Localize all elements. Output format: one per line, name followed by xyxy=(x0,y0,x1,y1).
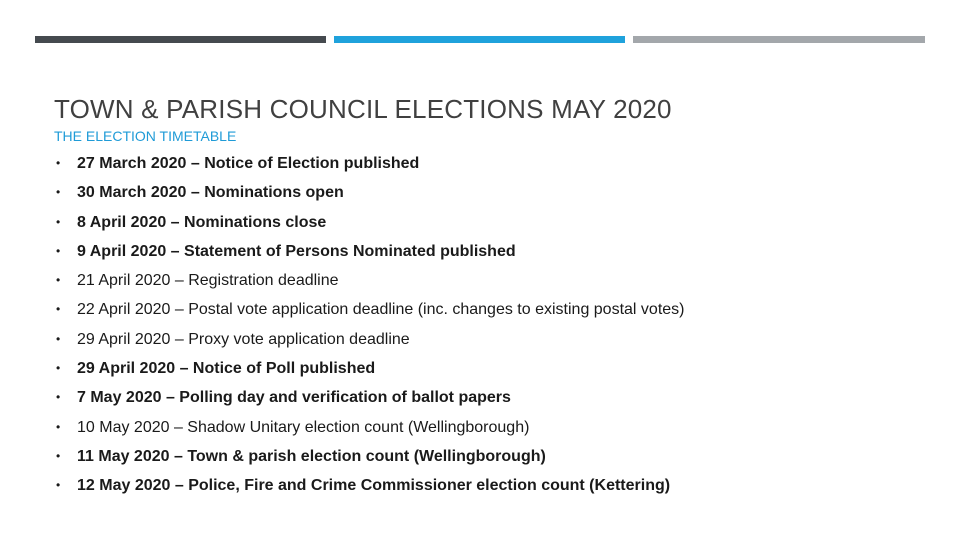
slide-title: TOWN & PARISH COUNCIL ELECTIONS MAY 2020 xyxy=(54,94,672,124)
bullet-icon: • xyxy=(56,302,61,317)
timetable-item xyxy=(54,414,934,443)
accent-bar-blue xyxy=(334,36,625,43)
timetable-item xyxy=(54,267,934,296)
bullet-icon: • xyxy=(56,478,61,493)
timetable-item xyxy=(54,296,934,325)
timetable-item xyxy=(54,179,934,208)
accent-bar-grey xyxy=(633,36,925,43)
timetable-item xyxy=(54,209,934,238)
bullet-icon: • xyxy=(56,185,61,200)
timetable-item xyxy=(54,355,934,384)
timetable-item xyxy=(54,150,934,179)
bullet-icon: • xyxy=(56,243,61,258)
bullet-icon: • xyxy=(56,331,61,346)
timetable-item-text: 11 May 2020 – Town & parish election count (Wellingborough) xyxy=(77,447,546,465)
timetable-item-text: 8 April 2020 – Nominations close xyxy=(77,213,327,231)
timetable-item-text: 29 April 2020 – Proxy vote application deadline xyxy=(77,330,410,348)
bullet-icon: • xyxy=(56,361,61,376)
timetable-item-text: 22 April 2020 – Postal vote application deadline (inc. changes to existing postal votes) xyxy=(77,301,685,319)
timetable-item-text: 21 April 2020 – Registration deadline xyxy=(77,272,339,290)
accent-bar-dark xyxy=(35,36,326,43)
timetable-item-text: 30 March 2020 – Nominations open xyxy=(77,184,344,202)
timetable-item-text: 12 May 2020 – Police, Fire and Crime Commissioner election count (Kettering) xyxy=(77,477,671,495)
timetable-item xyxy=(54,384,934,413)
timetable-item xyxy=(54,443,934,472)
bullet-icon: • xyxy=(56,156,61,170)
timetable-item-text: 9 April 2020 – Statement of Persons Nominated published xyxy=(77,242,516,260)
timetable-item-text: 27 March 2020 – Notice of Election published xyxy=(77,155,420,172)
timetable-item xyxy=(54,472,934,501)
bullet-icon: • xyxy=(56,214,61,229)
bullet-icon: • xyxy=(56,273,61,288)
timetable-list xyxy=(54,150,934,502)
timetable-item xyxy=(54,326,934,355)
timetable-item xyxy=(54,238,934,267)
bullet-icon: • xyxy=(56,448,61,463)
timetable-item-text: 29 April 2020 – Notice of Poll published xyxy=(77,360,376,378)
bullet-icon: • xyxy=(56,419,61,434)
bullet-icon: • xyxy=(56,390,61,405)
timetable-item-text: 7 May 2020 – Polling day and verification of ballot papers xyxy=(77,389,511,407)
header-accent-bars xyxy=(35,36,925,43)
timetable-item-text: 10 May 2020 – Shadow Unitary election count (Wellingborough) xyxy=(77,418,530,436)
slide-subtitle: THE ELECTION TIMETABLE xyxy=(54,128,237,144)
